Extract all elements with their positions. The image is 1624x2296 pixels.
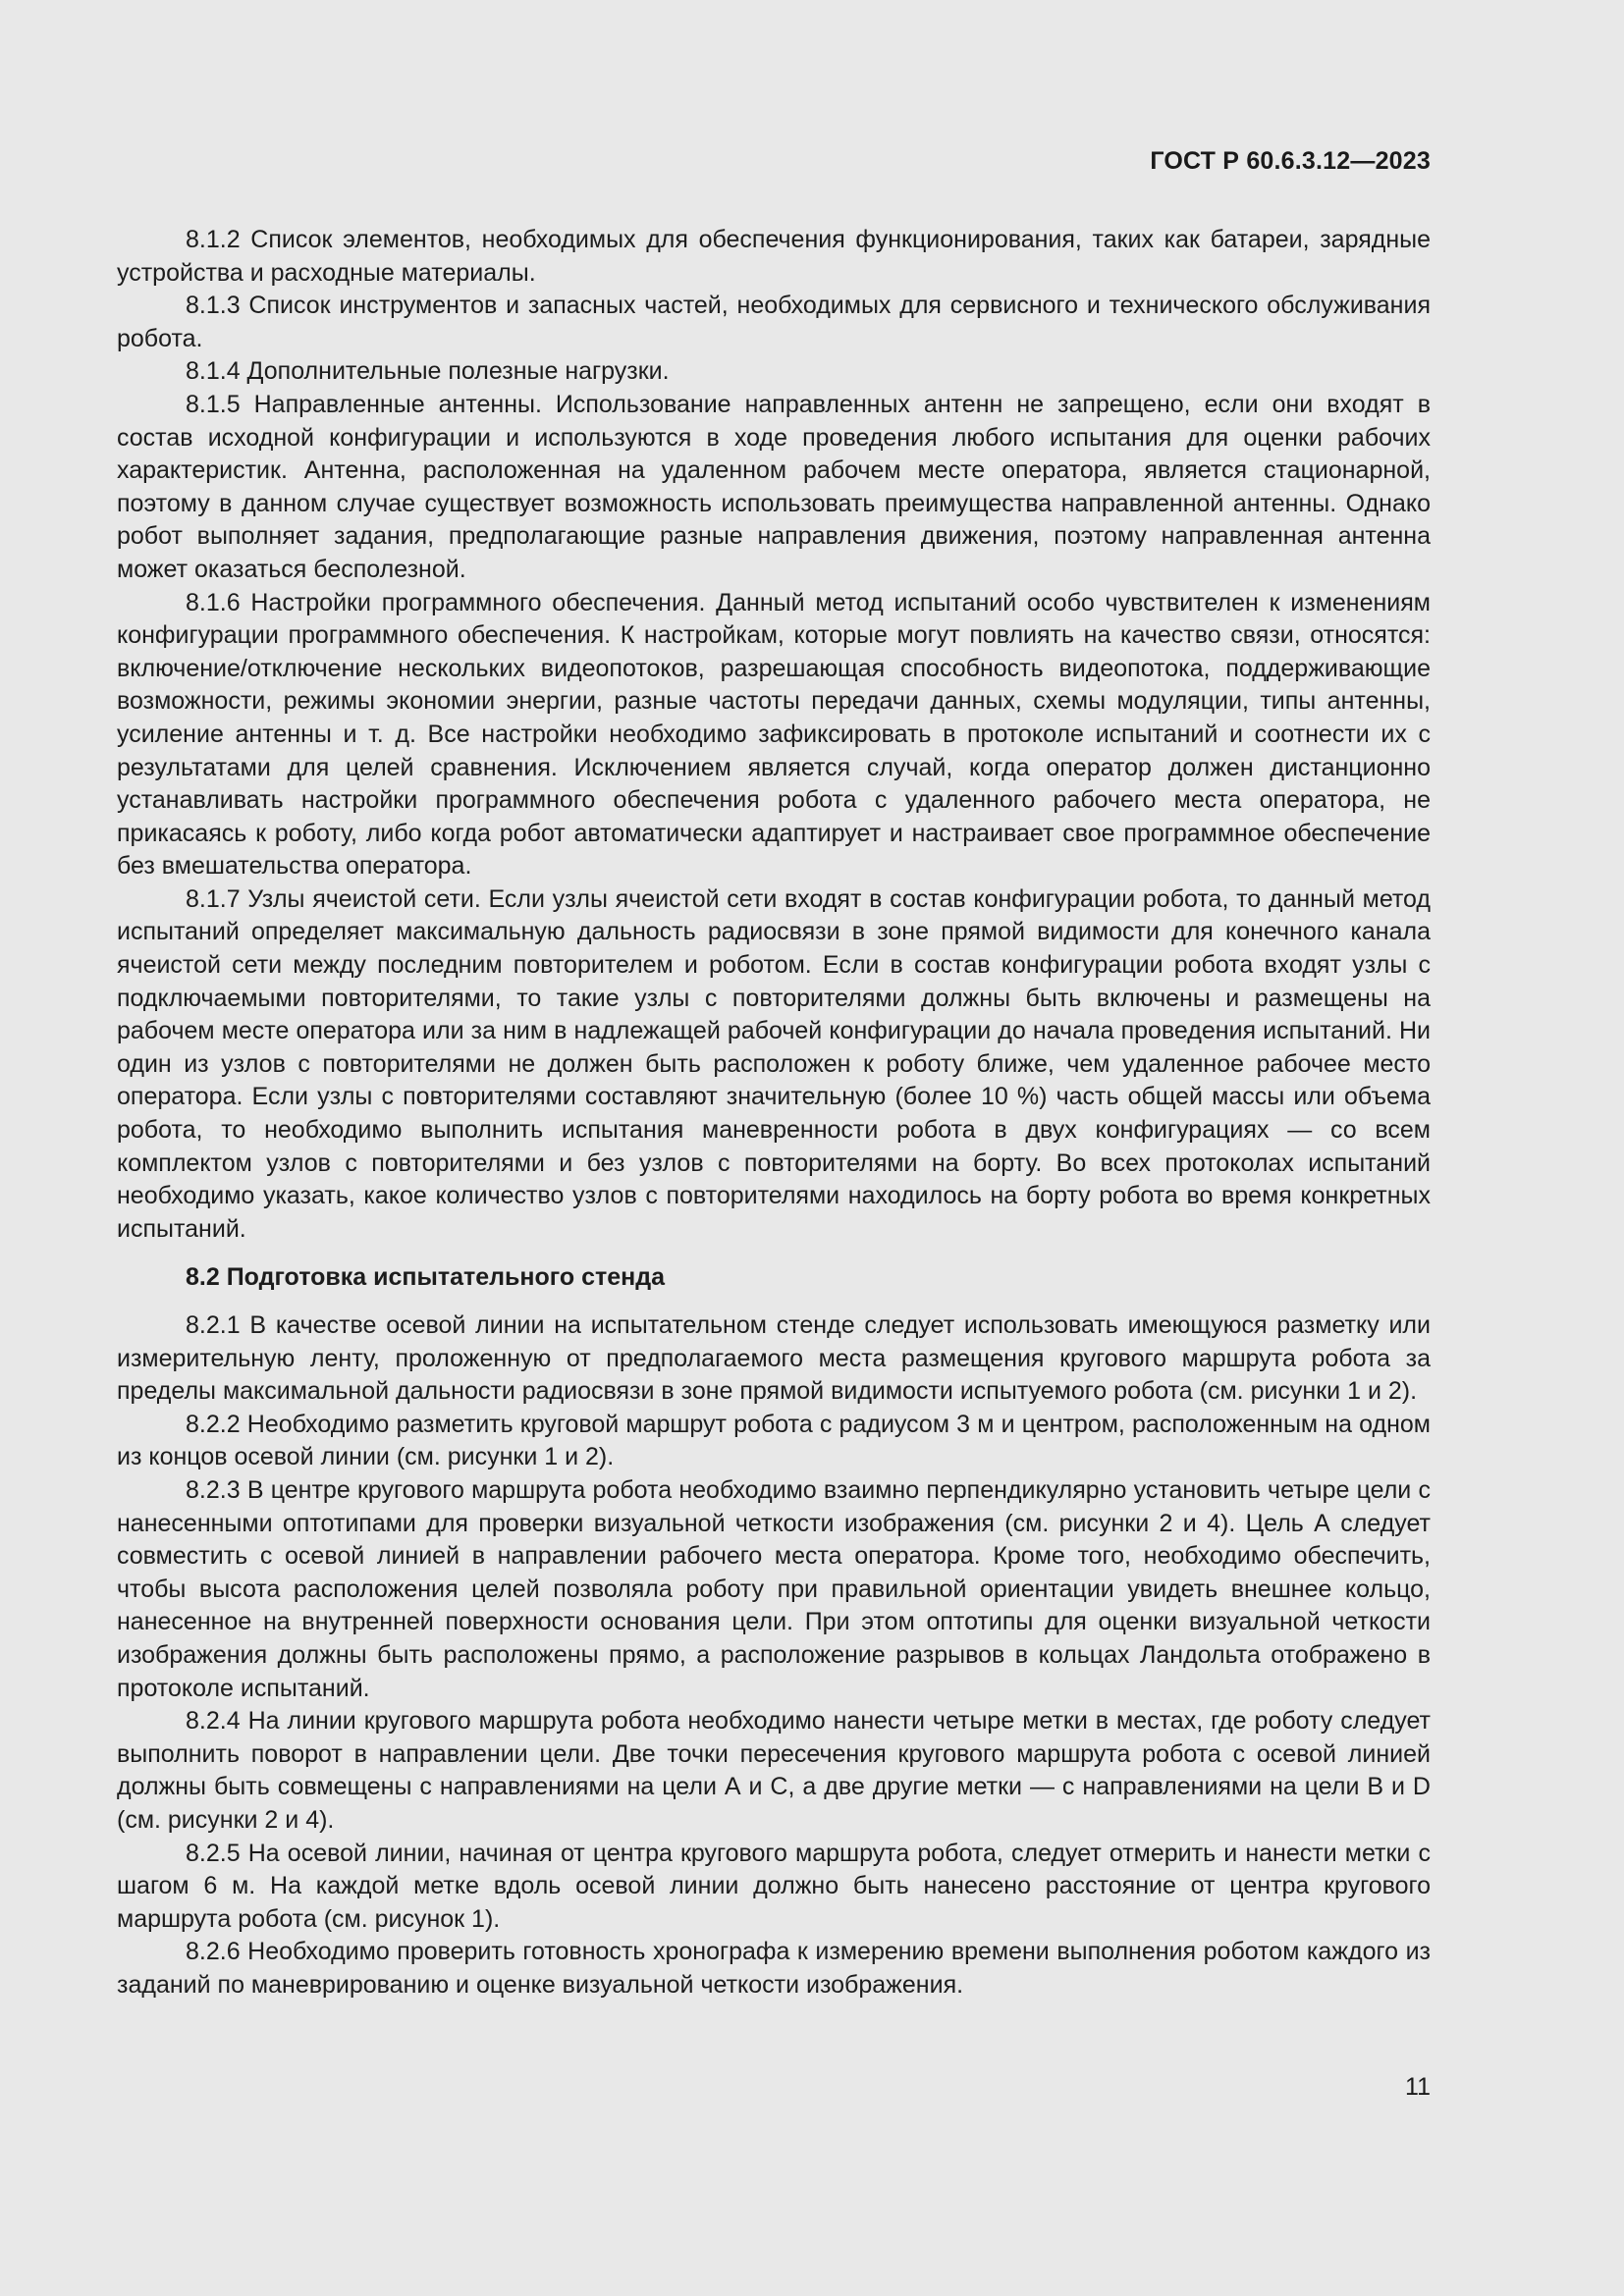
paragraph-8-1-6: 8.1.6 Настройки программного обеспечения. Данный метод испытаний особо чувствителен к изменениям конфигурации программного обеспечения. К настройкам, которые могут повлиять на качество связи, относятся: включение/отключение нескольких видеопотоков, разрешающая способность видеопотока, поддерживающие возможности, режимы экономии энергии, разные частоты передачи данных, схемы модуляции, типы антенны, усиление антенны и т. д. Все настройки необходимо зафиксировать в протоколе испытаний и соотнести их с результатами для целей сравнения. Исключением является случай, когда оператор должен дистанционно устанавливать настройки программного обеспечения робота с удаленного рабочего места оператора, не прикасаясь к роботу, либо когда робот автоматически адаптирует и настраивает свое программное обеспечение без вмешательства оператора. [117,588,1431,881]
paragraph-8-1-3: 8.1.3 Список инструментов и запасных частей, необходимых для сервисного и технического обслуживания робота. [117,292,1431,352]
paragraph-8-2-1: 8.2.1 В качестве осевой линии на испытательном стенде следует использовать имеющуюся разметку или измерительную ленту, проложенную от предполагаемого места размещения кругового маршрута робота за пределы максимальной дальности радиосвязи в зоне прямой видимости испытуемого робота (см. рисунки 1 и 2). [117,1311,1431,1406]
page-number: 11 [1405,2073,1431,2101]
paragraph-8-1-2: 8.1.2 Список элементов, необходимых для обеспечения функционирования, таких как батареи, зарядные устройства и расходные материалы. [117,226,1431,287]
paragraph-8-1-5: 8.1.5 Направленные антенны. Использование направленных антенн не запрещено, если они входят в состав исходной конфигурации и используются в ходе проведения любого испытания для оценки рабочих характеристик. Антенна, расположенная на удаленном рабочем месте оператора, является стационарной, поэтому в данном случае существует возможность использовать преимущества направленной антенны. Однако робот выполняет задания, предполагающие разные направления движения, поэтому направленная антенна может оказаться бесполезной. [117,390,1431,583]
paragraph-8-1-7: 8.1.7 Узлы ячеистой сети. Если узлы ячеистой сети входят в состав конфигурации робота, то данный метод испытаний определяет максимальную дальность радиосвязи в зоне прямой видимости для конечного канала ячеистой сети между последним повторителем и роботом. Если в состав конфигурации робота входят узлы с подключаемыми повторителями, то такие узлы с повторителями должны быть включены и размещены на рабочем месте оператора или за ним в надлежащей рабочей конфигурации до начала проведения испытаний. Ни один из узлов с повторителями не должен быть расположен к роботу ближе, чем удаленное рабочее место оператора. Если узлы с повторителями составляют значительную (более 10 %) часть общей массы или объема робота, то необходимо выполнить испытания маневренности робота в двух конфигурациях — со всем комплектом узлов с повторителями и без узлов с повторителями на борту. Во всех протоколах испытаний необходимо указать, какое количество узлов с повторителями находилось на борту робота во время конкретных испытаний. [117,884,1431,1243]
paragraph-8-2-5: 8.2.5 На осевой линии, начиная от центра кругового маршрута робота, следует отмерить и нанести метки с шагом 6 м. На каждой метке вдоль осевой линии должно быть нанесено расстояние от центра кругового маршрута робота (см. рисунок 1). [117,1839,1431,1933]
paragraph-8-2-4: 8.2.4 На линии кругового маршрута робота необходимо нанести четыре метки в местах, где роботу следует выполнить поворот в направлении цели. Две точки пересечения кругового маршрута робота с осевой линией должны быть совмещены с направлениями на цели А и С, а две другие метки — с направлениями на цели В и D (см. рисунки 2 и 4). [117,1707,1431,1834]
paragraph-8-2-3: 8.2.3 В центре кругового маршрута робота необходимо взаимно перпендикулярно установить четыре цели с нанесенными оптотипами для проверки визуальной четкости изображения (см. рисунки 2 и 4). Цель А следует совместить с осевой линией в направлении рабочего места оператора. Кроме того, необходимо обеспечить, чтобы высота расположения целей позволяла роботу при правильной ориентации увидеть внешнее кольцо, нанесенное на внутренней поверхности основания цели. При этом оптотипы для оценки визуальной четкости изображения должны быть расположены прямо, а расположение разрывов в кольцах Ландольта отображено в протоколе испытаний. [117,1475,1431,1702]
page-body [117,224,1431,2002]
paragraph-8-2-2: 8.2.2 Необходимо разметить круговой маршрут робота с радиусом 3 м и центром, расположенным на одном из концов осевой линии (см. рисунки 1 и 2). [117,1410,1431,1471]
section-heading-8-2: 8.2 Подготовка испытательного стенда [186,1263,665,1292]
paragraph-8-1-4: 8.1.4 Дополнительные полезные нагрузки. [186,357,670,386]
document-code-header: ГОСТ Р 60.6.3.12—2023 [1150,147,1431,175]
paragraph-8-2-6: 8.2.6 Необходимо проверить готовность хронографа к измерению времени выполнения роботом каждого из заданий по маневрированию и оценке визуальной четкости изображения. [117,1938,1431,1999]
